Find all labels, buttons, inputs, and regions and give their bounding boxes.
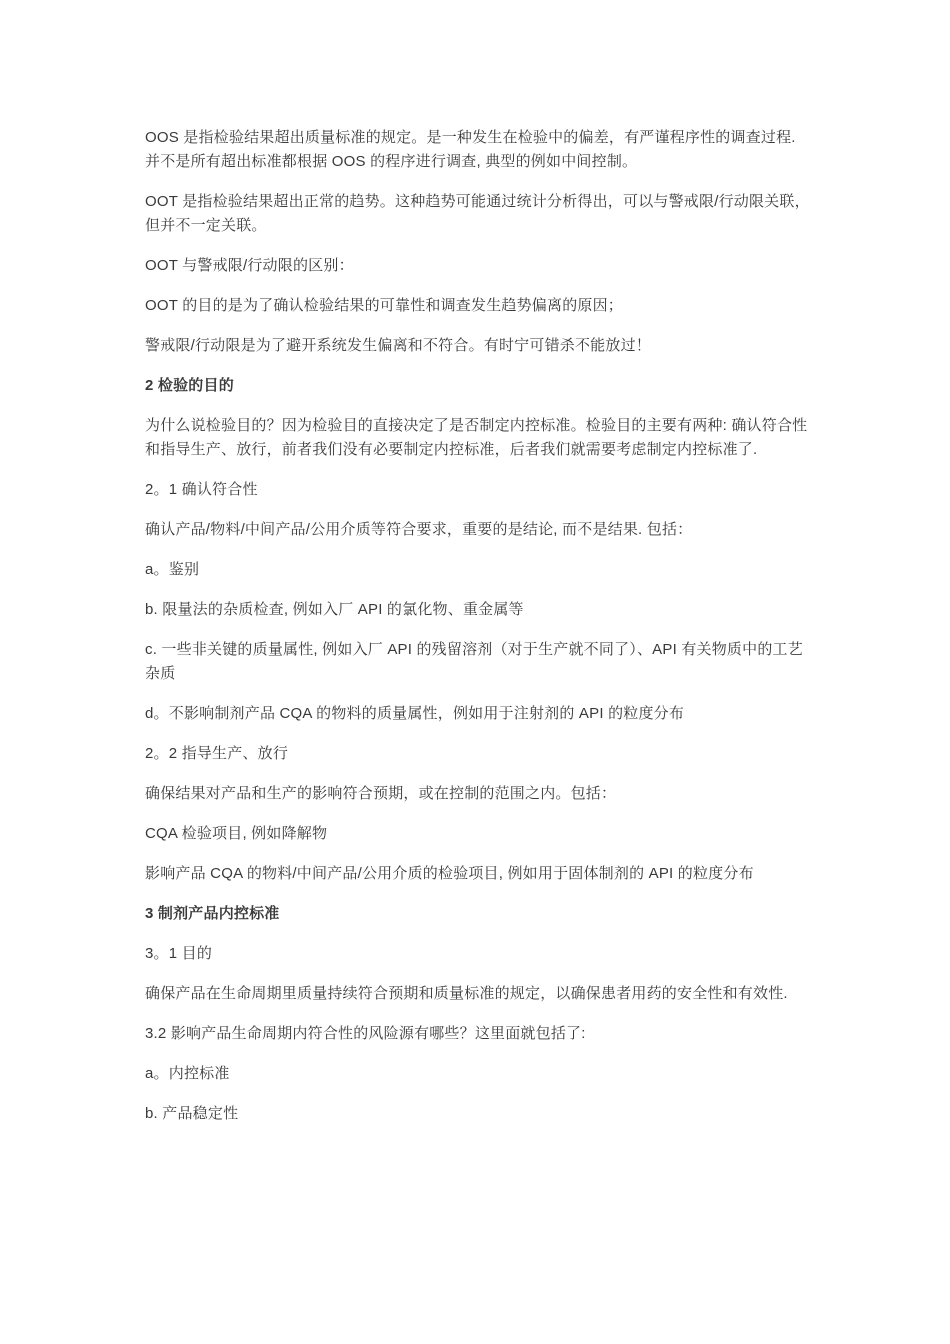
paragraph-limits-purpose: 警戒限/行动限是为了避开系统发生偏离和不符合。有时宁可错杀不能放过！ [145,337,651,354]
paragraph-cqa-items: CQA 检验项目, 例如降解物 [145,825,328,842]
document-page [145,126,810,1142]
paragraph-inspection-purpose: 为什么说检验目的？因为检验目的直接决定了是否制定内控标准。检验目的主要有两种: 确认符合性和指导生产、放行，前者我们没有必要制定内控标准，后者我们就需要考虑制定内控标准了. [145,417,808,458]
list-item-3-a: a。内控标准 [145,1065,230,1082]
paragraph-oot-purpose: OOT 的目的是为了确认检验结果的可靠性和调查发生趋势偏离的原因； [145,297,623,314]
list-item-d: d。不影响制剂产品 CQA 的物料的质量属性，例如用于注射剂的 API 的粒度分布 [145,705,685,722]
paragraph-guide-production: 确保结果对产品和生产的影响符合预期，或在控制的范围之内。包括： [145,785,617,802]
section-heading-3: 3 制剂产品内控标准 [145,905,280,922]
list-item-3-b: b. 产品稳定性 [145,1105,239,1122]
paragraph-oot-definition: OOT 是指检验结果超出正常的趋势。这种趋势可能通过统计分析得出，可以与警戒限/行动限关联，但并不一定关联。 [145,193,810,234]
list-item-b: b. 限量法的杂质检查, 例如入厂 API 的氯化物、重金属等 [145,601,524,618]
list-item-a: a。鉴别 [145,561,200,578]
subsection-heading-2-2: 2。2 指导生产、放行 [145,745,289,762]
subsection-heading-2-1: 2。1 确认符合性 [145,481,258,498]
subsection-heading-3-2: 3.2 影响产品生命周期内符合性的风险源有哪些？这里面就包括了: [145,1025,586,1042]
paragraph-affecting-cqa: 影响产品 CQA 的物料/中间产品/公用介质的检验项目, 例如用于固体制剂的 API 的粒度分布 [145,865,754,882]
paragraph-confirm-conformity: 确认产品/物料/中间产品/公用介质等符合要求，重要的是结论, 而不是结果. 包括： [145,521,693,538]
paragraph-oot-vs-limits: OOT 与警戒限/行动限的区别： [145,257,354,274]
list-item-c: c. 一些非关键的质量属性, 例如入厂 API 的残留溶剂（对于生产就不同了）、API 有关物质中的工艺杂质 [145,641,803,682]
paragraph-product-lifecycle: 确保产品在生命周期里质量持续符合预期和质量标准的规定，以确保患者用药的安全性和有效性. [145,985,788,1002]
paragraph-oos-definition: OOS 是指检验结果超出质量标准的规定。是一种发生在检验中的偏差，有严谨程序性的调查过程. 并不是所有超出标准都根据 OOS 的程序进行调查, 典型的例如中间控制。 [145,129,796,170]
subsection-heading-3-1: 3。1 目的 [145,945,213,962]
section-heading-2: 2 检验的目的 [145,377,234,394]
